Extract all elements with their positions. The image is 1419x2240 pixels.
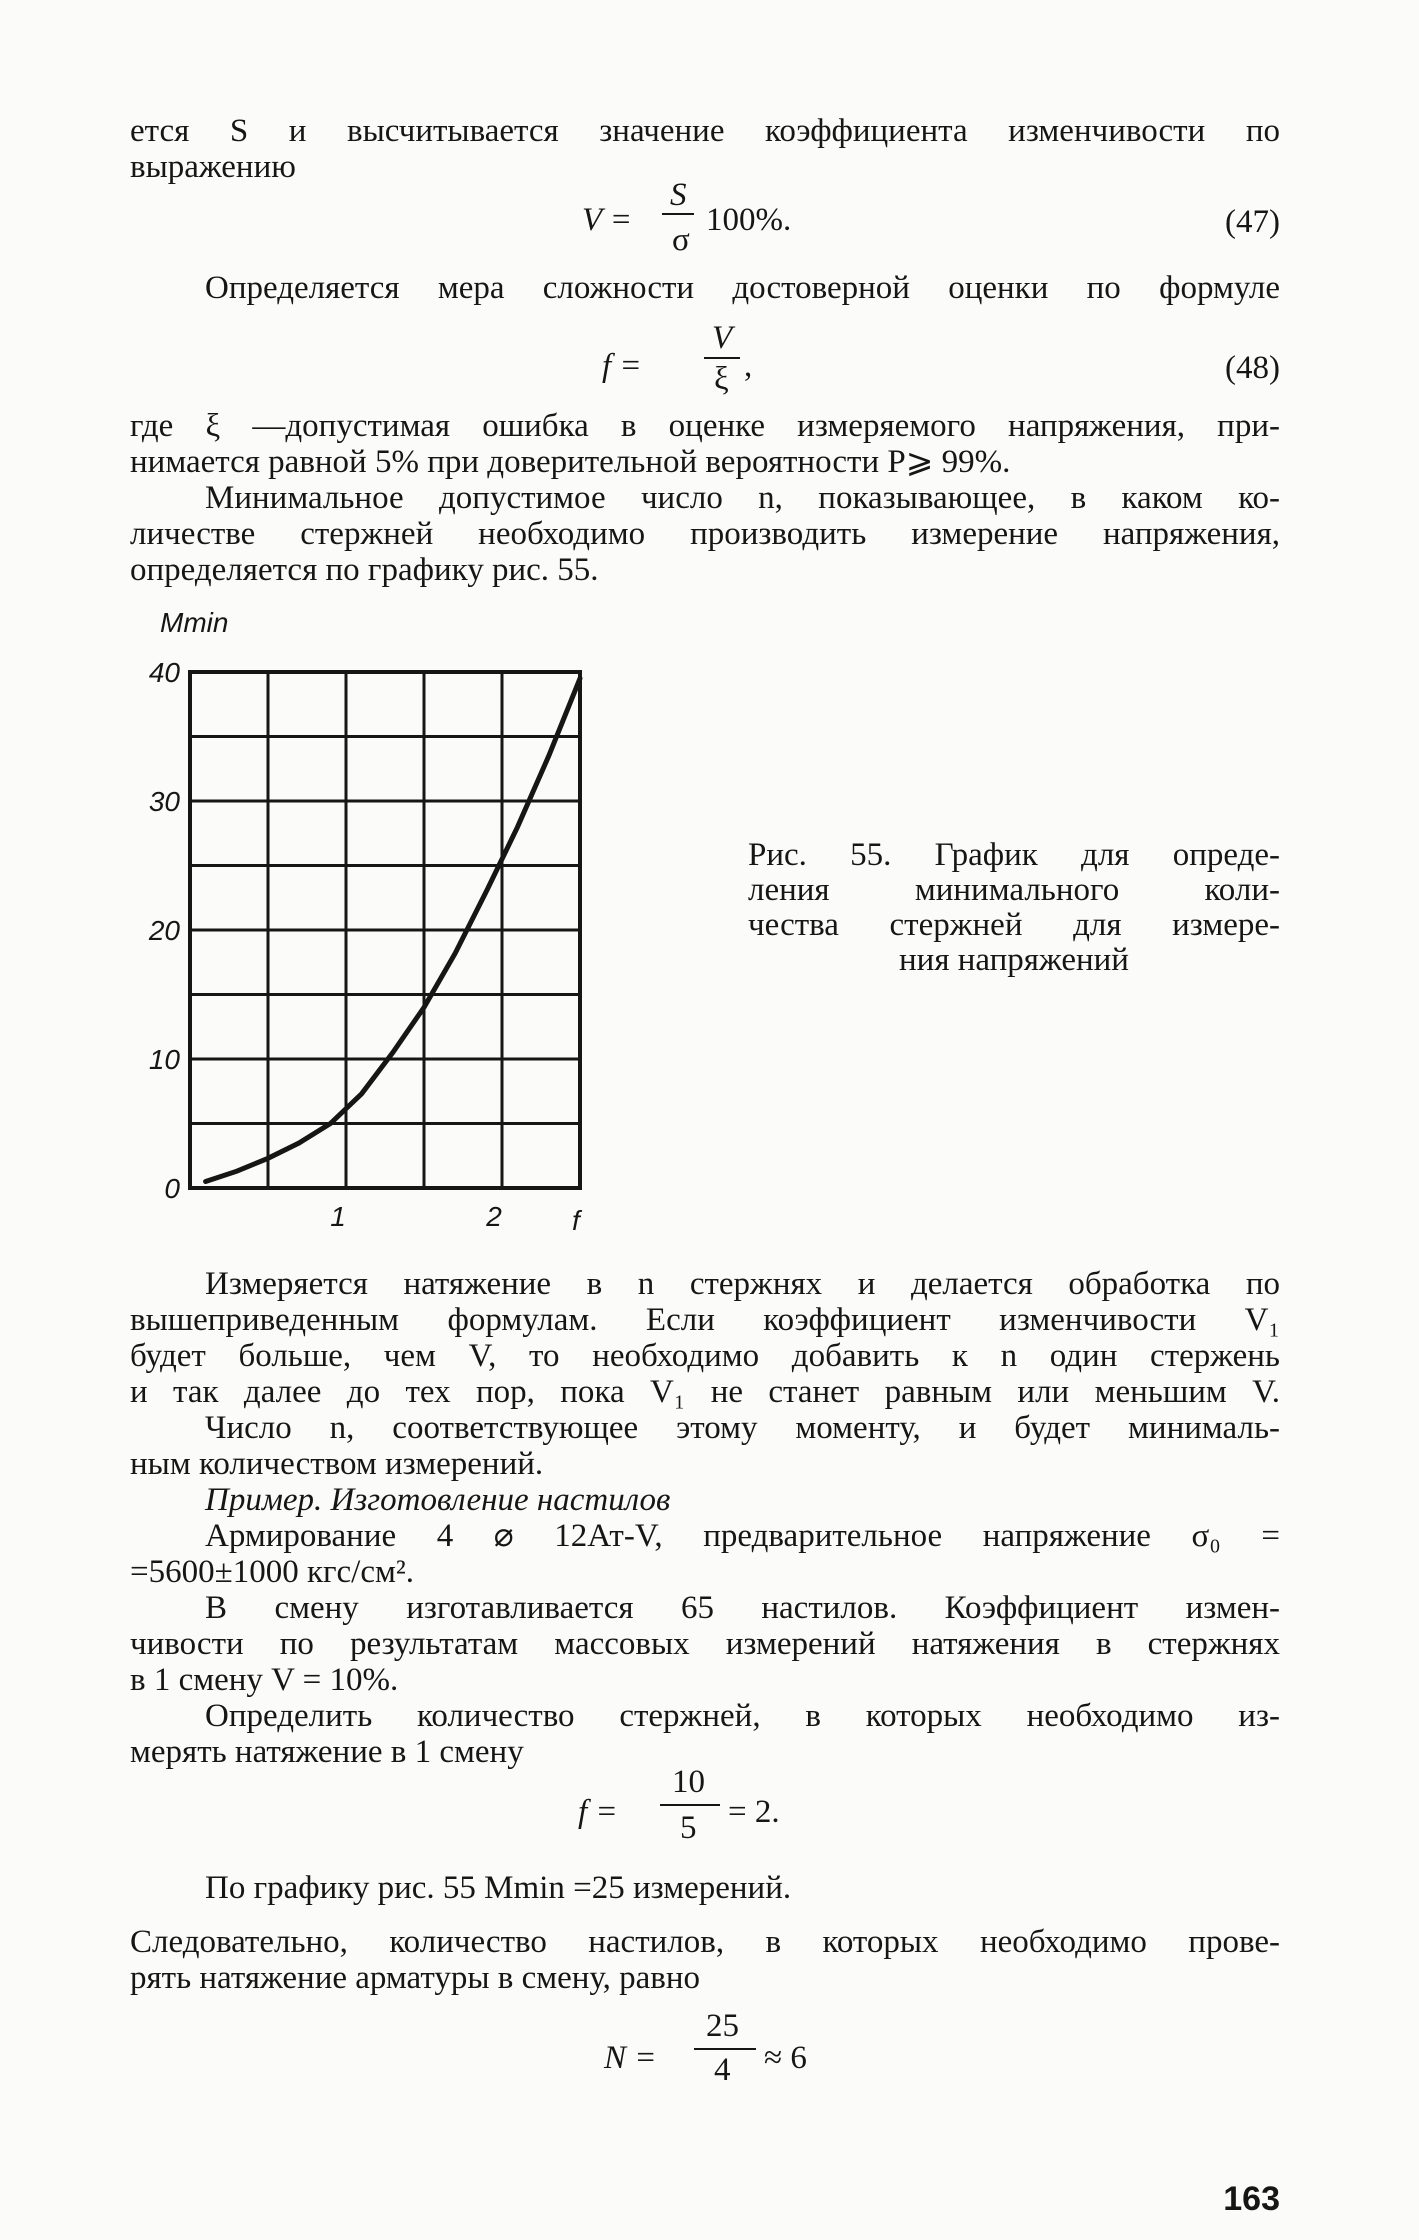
caption-line: Рис. 55. График для опреде- bbox=[748, 837, 1280, 873]
eq47-number: (47) bbox=[1225, 204, 1280, 240]
eqf-lhs: f = bbox=[578, 1794, 618, 1830]
text-line: вышеприведенным формулам. Если коэффициент изменчивости V₁ bbox=[130, 1302, 1280, 1338]
eqN-rhs: ≈ 6 bbox=[764, 2040, 807, 2076]
text-line: Определяется мера сложности достоверной оценки по формуле bbox=[205, 270, 1280, 306]
y-tick-label: 30 bbox=[148, 786, 180, 817]
text-line: Минимальное допустимое число n, показывающее, в каком ко- bbox=[205, 480, 1280, 516]
eqf-numerator: 10 bbox=[672, 1764, 705, 1800]
eq47-denominator: σ bbox=[672, 222, 690, 258]
eqf-rhs: = 2. bbox=[728, 1794, 780, 1830]
x-tick-label: 2 bbox=[486, 1201, 502, 1232]
text-line: Следовательно, количество настилов, в которых необходимо прове- bbox=[130, 1924, 1280, 1960]
text-line: Число n, соответствующее этому моменту, и будет минималь- bbox=[205, 1410, 1280, 1446]
y-tick-label: 20 bbox=[148, 915, 180, 946]
y-tick-label: 0 bbox=[164, 1173, 180, 1204]
eq47-fraction-bar bbox=[662, 213, 694, 215]
eqN-fraction-bar bbox=[694, 2048, 756, 2050]
y-tick-label: 10 bbox=[148, 1044, 180, 1075]
text-line: будет больше, чем V, то необходимо добавить к n один стержень bbox=[130, 1338, 1280, 1374]
text-line: ется S и высчитывается значение коэффициента изменчивости по bbox=[130, 113, 1280, 149]
x-tick-label: 1 bbox=[330, 1201, 346, 1232]
text-line: определяется по графику рис. 55. bbox=[130, 552, 599, 588]
x-axis-label: f bbox=[572, 1205, 580, 1236]
eqf-denominator: 5 bbox=[680, 1810, 697, 1846]
caption-line: чества стержней для измере- bbox=[748, 907, 1280, 943]
chart-grid bbox=[190, 672, 580, 1188]
y-tick-label: 40 bbox=[148, 657, 180, 688]
eq48-number: (48) bbox=[1225, 350, 1280, 386]
eqN-numerator: 25 bbox=[706, 2008, 739, 2044]
y-axis-label: Mmin bbox=[160, 607, 229, 638]
chart-ticks bbox=[148, 657, 502, 1232]
page-number: 163 bbox=[1223, 2180, 1280, 2218]
eq48-numerator: V bbox=[712, 320, 733, 356]
example-heading: Пример. Изготовление настилов bbox=[205, 1482, 671, 1518]
eq48-rhs: , bbox=[744, 348, 753, 384]
text-line: мерять натяжение в 1 смену bbox=[130, 1734, 524, 1770]
text-line: и так далее до тех пор, пока V₁ не станет равным или меньшим V. bbox=[130, 1374, 1280, 1410]
caption-line: ния напряжений bbox=[899, 942, 1129, 978]
figure-caption bbox=[748, 838, 1280, 978]
eq48-denominator: ξ bbox=[714, 361, 729, 397]
text-line: В смену изготавливается 65 настилов. Коэффициент измен- bbox=[205, 1590, 1280, 1626]
text-line: По графику рис. 55 Mmin =25 измерений. bbox=[205, 1870, 792, 1906]
eqN-lhs: N = bbox=[604, 2040, 657, 2076]
text-line: выражению bbox=[130, 149, 296, 185]
text-line: ным количеством измерений. bbox=[130, 1446, 544, 1482]
eq48-fraction-bar bbox=[704, 357, 740, 359]
text-line: где ξ —допустимая ошибка в оценке измеряемого напряжения, при- bbox=[130, 408, 1280, 444]
text-line: личестве стержней необходимо производить измерение напряжения, bbox=[130, 516, 1280, 552]
text-line: рять натяжение арматуры в смену, равно bbox=[130, 1960, 701, 1996]
text-line: в 1 смену V = 10%. bbox=[130, 1662, 399, 1698]
text-line: =5600±1000 кгс/см². bbox=[130, 1554, 415, 1590]
text-line: Армирование 4 ⌀ 12Ат-V, предварительное напряжение σ₀ = bbox=[205, 1518, 1280, 1554]
eq47-lhs: V = bbox=[582, 202, 633, 238]
text-line: Измеряется натяжение в n стержнях и делается обработка по bbox=[205, 1266, 1280, 1302]
eq47-rhs: 100%. bbox=[706, 202, 792, 238]
eq48-lhs: f = bbox=[602, 348, 642, 384]
eqN-denominator: 4 bbox=[714, 2052, 731, 2088]
text-line: чивости по результатам массовых измерений натяжения в стержнях bbox=[130, 1626, 1280, 1662]
figure-55-chart bbox=[120, 600, 610, 1240]
eqf-fraction-bar bbox=[660, 1804, 720, 1806]
text-line: Определить количество стержней, в которых необходимо из- bbox=[205, 1698, 1280, 1734]
text-line: нимается равной 5% при доверительной вероятности P⩾ 99%. bbox=[130, 444, 1011, 480]
eq47-numerator: S bbox=[670, 177, 687, 213]
caption-line: ления минимального коли- bbox=[748, 872, 1280, 908]
